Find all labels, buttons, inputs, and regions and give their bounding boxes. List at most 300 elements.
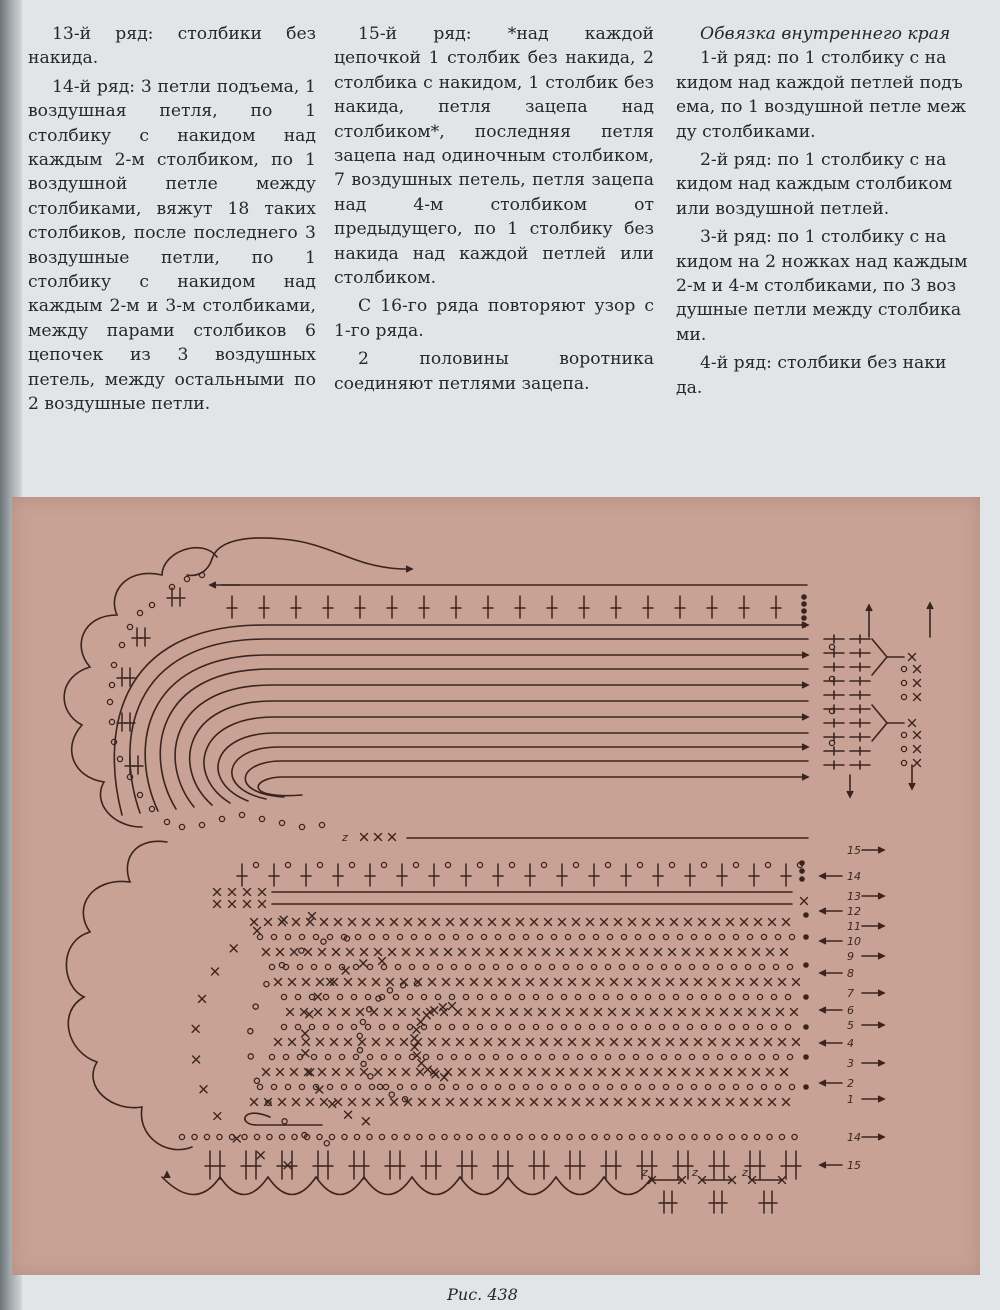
arrow-icon — [878, 990, 884, 996]
chain-stitch-symbol — [351, 994, 356, 999]
outer-scallop-edge — [64, 548, 217, 827]
decrease-symbol: z — [692, 1166, 698, 1179]
chain-stitch-symbol — [661, 964, 666, 969]
chain-stitch-symbol — [395, 964, 400, 969]
chain-stitch-symbol — [253, 862, 258, 867]
decrease-symbol: z — [742, 1166, 748, 1179]
chain-stitch-symbol — [435, 1024, 440, 1029]
arrow-icon — [878, 1134, 884, 1140]
text-column-1 — [28, 22, 316, 417]
chain-stitch-symbol — [353, 1054, 358, 1059]
arrow-icon — [820, 873, 826, 879]
chain-stitch-symbol — [901, 732, 906, 737]
chain-stitch-symbol — [605, 964, 610, 969]
chain-stitch-symbol — [127, 624, 132, 629]
row-curve-line — [204, 717, 808, 803]
chain-stitch-symbol — [423, 964, 428, 969]
chain-stitch-symbol — [717, 1054, 722, 1059]
chain-stitch-symbol — [325, 1054, 330, 1059]
chain-stitch-symbol — [635, 934, 640, 939]
chain-stitch-symbol — [323, 994, 328, 999]
chain-stitch-symbol — [299, 948, 304, 953]
slip-stitch-symbol — [803, 1054, 809, 1060]
chain-stitch-symbol — [299, 824, 304, 829]
row-number-label: 15 — [847, 1159, 861, 1172]
chain-stitch-symbol — [533, 994, 538, 999]
chain-stitch-symbol — [659, 994, 664, 999]
chain-stitch-symbol — [383, 934, 388, 939]
chain-stitch-symbol — [729, 1024, 734, 1029]
chain-stitch-symbol — [282, 1119, 287, 1124]
chain-stitch-symbol — [219, 816, 224, 821]
chain-stitch-symbol — [271, 1084, 276, 1089]
chain-stitch-symbol — [521, 964, 526, 969]
arrow-icon — [820, 1007, 826, 1013]
chain-stitch-symbol — [629, 1134, 634, 1139]
chain-stitch-symbol — [663, 934, 668, 939]
chain-stitch-symbol — [754, 1134, 759, 1139]
chain-stitch-symbol — [745, 964, 750, 969]
chain-stitch-symbol — [199, 822, 204, 827]
instruction-line: кидом на 2 ножках над каждым — [676, 251, 968, 272]
chain-stitch-symbol — [521, 1054, 526, 1059]
chain-stitch-symbol — [311, 964, 316, 969]
chain-stitch-symbol — [687, 994, 692, 999]
chain-stitch-symbol — [605, 1054, 610, 1059]
chain-stitch-symbol — [759, 1054, 764, 1059]
chain-stitch-symbol — [775, 1084, 780, 1089]
chain-stitch-symbol — [787, 1054, 792, 1059]
chain-stitch-symbol — [621, 934, 626, 939]
chain-stitch-symbol — [254, 1078, 259, 1083]
chain-stitch-symbol — [493, 964, 498, 969]
chain-stitch-symbol — [733, 862, 738, 867]
chain-stitch-symbol — [829, 740, 834, 745]
chain-stitch-symbol — [743, 1024, 748, 1029]
chain-stitch-symbol — [591, 964, 596, 969]
chain-stitch-symbol — [481, 1084, 486, 1089]
arrow-icon — [210, 582, 216, 588]
chain-stitch-symbol — [367, 1054, 372, 1059]
chain-stitch-symbol — [593, 1084, 598, 1089]
chain-stitch-symbol — [717, 964, 722, 969]
chain-stitch-symbol — [505, 1024, 510, 1029]
row-number-label: 12 — [847, 905, 861, 918]
arrow-icon — [406, 566, 412, 572]
chain-stitch-symbol — [292, 1134, 297, 1139]
slip-stitch-symbol — [799, 876, 805, 882]
chain-stitch-symbol — [279, 1134, 284, 1139]
chain-stitch-symbol — [495, 934, 500, 939]
chain-stitch-symbol — [257, 934, 262, 939]
instruction-line: 3-й ряд: по 1 столбику с на — [700, 227, 947, 248]
instruction-line: да. — [676, 377, 703, 398]
instruction-line: 2-й ряд: по 1 столбику с на — [700, 150, 947, 171]
chain-stitch-symbol — [311, 1054, 316, 1059]
chain-stitch-symbol — [477, 1024, 482, 1029]
chain-stitch-symbol — [239, 812, 244, 817]
chain-stitch-symbol — [279, 820, 284, 825]
slip-stitch-symbol — [799, 860, 805, 866]
chain-stitch-symbol — [149, 602, 154, 607]
chain-stitch-symbol — [704, 1134, 709, 1139]
chain-stitch-symbol — [477, 994, 482, 999]
arrow-icon — [164, 1172, 170, 1178]
chain-stitch-symbol — [785, 994, 790, 999]
chain-stitch-symbol — [551, 1084, 556, 1089]
instruction-line: 1-й ряд: по 1 столбику с на — [700, 48, 947, 69]
slip-stitch-symbol — [801, 608, 807, 614]
chain-stitch-symbol — [327, 934, 332, 939]
chain-stitch-symbol — [691, 1084, 696, 1089]
chain-stitch-symbol — [773, 964, 778, 969]
chain-stitch-symbol — [381, 862, 386, 867]
row-number-label: 6 — [847, 1004, 854, 1017]
chain-stitch-symbol — [565, 1084, 570, 1089]
chain-stitch-symbol — [765, 862, 770, 867]
chain-stitch-symbol — [454, 1134, 459, 1139]
row-number-label: 10 — [847, 935, 861, 948]
chain-stitch-symbol — [354, 1134, 359, 1139]
chain-stitch-symbol — [264, 982, 269, 987]
chain-stitch-symbol — [271, 934, 276, 939]
arrow-icon — [802, 714, 808, 720]
chain-stitch-symbol — [137, 610, 142, 615]
chain-stitch-symbol — [705, 1084, 710, 1089]
chain-stitch-symbol — [565, 934, 570, 939]
chain-stitch-symbol — [295, 994, 300, 999]
chain-stitch-symbol — [299, 934, 304, 939]
chain-stitch-symbol — [397, 1084, 402, 1089]
chain-stitch-symbol — [353, 964, 358, 969]
chain-stitch-symbol — [411, 1084, 416, 1089]
chain-stitch-symbol — [463, 994, 468, 999]
chain-stitch-symbol — [324, 1141, 329, 1146]
arrow-icon — [820, 908, 826, 914]
edge-fan — [872, 639, 887, 675]
chain-stitch-symbol — [771, 994, 776, 999]
chain-stitch-symbol — [631, 994, 636, 999]
chain-stitch-symbol — [465, 964, 470, 969]
row-number-label: 13 — [847, 890, 861, 903]
chain-stitch-symbol — [111, 739, 116, 744]
chain-stitch-symbol — [757, 994, 762, 999]
chain-stitch-symbol — [505, 994, 510, 999]
chain-stitch-symbol — [192, 1134, 197, 1139]
chain-stitch-symbol — [365, 994, 370, 999]
slip-stitch-symbol — [799, 868, 805, 874]
chain-stitch-symbol — [349, 862, 354, 867]
chain-stitch-symbol — [579, 934, 584, 939]
row-curve-line — [245, 761, 808, 797]
chain-stitch-symbol — [701, 1024, 706, 1029]
chain-stitch-symbol — [637, 862, 642, 867]
chain-stitch-symbol — [563, 1054, 568, 1059]
chain-stitch-symbol — [705, 934, 710, 939]
chain-stitch-symbol — [673, 1024, 678, 1029]
chain-stitch-symbol — [257, 1084, 262, 1089]
chain-stitch-symbol — [381, 1054, 386, 1059]
chain-stitch-symbol — [775, 934, 780, 939]
chain-stitch-symbol — [425, 934, 430, 939]
paragraph-row-13: 13-й ряд: столбики без накида. — [28, 24, 316, 69]
chain-stitch-symbol — [467, 1084, 472, 1089]
slip-stitch-symbol — [803, 962, 809, 968]
chain-stitch-symbol — [217, 1134, 222, 1139]
chain-stitch-symbol — [549, 1054, 554, 1059]
chain-stitch-symbol — [504, 1134, 509, 1139]
chain-stitch-symbol — [647, 964, 652, 969]
chain-stitch-symbol — [317, 1134, 322, 1139]
chain-stitch-symbol — [554, 1134, 559, 1139]
chain-stitch-symbol — [535, 964, 540, 969]
chain-stitch-symbol — [523, 934, 528, 939]
chain-stitch-symbol — [761, 1084, 766, 1089]
chain-stitch-symbol — [771, 1024, 776, 1029]
row-curve-line — [258, 777, 808, 796]
arrow-icon — [866, 605, 872, 611]
chain-stitch-symbol — [742, 1134, 747, 1139]
chain-stitch-symbol — [592, 1134, 597, 1139]
chain-stitch-symbol — [631, 1024, 636, 1029]
slip-stitch-symbol — [803, 934, 809, 940]
chain-stitch-symbol — [635, 1084, 640, 1089]
chain-stitch-symbol — [297, 964, 302, 969]
chain-stitch-symbol — [509, 1084, 514, 1089]
chain-stitch-symbol — [551, 934, 556, 939]
chain-stitch-symbol — [437, 1054, 442, 1059]
instruction-line: ема, по 1 воздушной петле меж — [676, 97, 967, 118]
row-number-label: 2 — [847, 1077, 854, 1090]
chain-stitch-symbol — [547, 994, 552, 999]
chain-stitch-symbol — [463, 1024, 468, 1029]
chain-stitch-symbol — [659, 1024, 664, 1029]
arrow-icon — [820, 1040, 826, 1046]
chain-stitch-symbol — [729, 994, 734, 999]
arrow-icon — [878, 893, 884, 899]
chain-stitch-symbol — [439, 934, 444, 939]
chain-stitch-symbol — [119, 642, 124, 647]
chain-stitch-symbol — [677, 1084, 682, 1089]
chain-stitch-symbol — [593, 934, 598, 939]
chain-stitch-symbol — [439, 1084, 444, 1089]
chain-stitch-symbol — [579, 1084, 584, 1089]
chain-stitch-symbol — [535, 1054, 540, 1059]
chain-stitch-symbol — [654, 1134, 659, 1139]
arrow-icon — [820, 938, 826, 944]
instruction-line: душные петли между столбика — [676, 300, 962, 321]
chain-stitch-symbol — [445, 862, 450, 867]
chain-stitch-symbol — [633, 1054, 638, 1059]
chain-stitch-symbol — [437, 964, 442, 969]
chain-stitch-symbol — [309, 1024, 314, 1029]
chain-stitch-symbol — [285, 934, 290, 939]
chain-stitch-symbol — [477, 862, 482, 867]
chain-stitch-symbol — [429, 1134, 434, 1139]
row-number-label: 9 — [847, 950, 854, 963]
text-column-3 — [676, 22, 1000, 400]
chain-stitch-symbol — [465, 1054, 470, 1059]
paragraph-join: 2 половины воротника соединяют петлями зацепа. — [334, 349, 654, 394]
chain-stitch-symbol — [283, 1054, 288, 1059]
chain-stitch-symbol — [321, 939, 326, 944]
chain-stitch-symbol — [901, 694, 906, 699]
chain-stitch-symbol — [393, 1024, 398, 1029]
row-curve-line — [175, 685, 808, 807]
chain-stitch-symbol — [561, 1024, 566, 1029]
inner-edge-instructions — [676, 46, 1000, 400]
chain-stitch-symbol — [309, 994, 314, 999]
decrease-symbol: z — [342, 831, 348, 844]
chain-stitch-symbol — [453, 934, 458, 939]
instruction-line: 4-й ряд: столбики без наки — [700, 353, 947, 374]
chain-stitch-symbol — [259, 816, 264, 821]
chain-stitch-symbol — [248, 1029, 253, 1034]
chain-stitch-symbol — [703, 964, 708, 969]
chain-stitch-symbol — [745, 1054, 750, 1059]
chain-stitch-symbol — [901, 760, 906, 765]
chain-stitch-symbol — [563, 964, 568, 969]
chain-stitch-symbol — [397, 934, 402, 939]
chain-stitch-symbol — [451, 1054, 456, 1059]
row-curve-line — [160, 669, 808, 809]
chain-stitch-symbol — [529, 1134, 534, 1139]
arrow-icon — [802, 652, 808, 658]
chain-stitch-symbol — [369, 934, 374, 939]
chain-stitch-symbol — [357, 1033, 362, 1038]
chain-stitch-symbol — [759, 964, 764, 969]
instruction-line: или воздушной петлей. — [676, 198, 890, 219]
arrow-icon — [878, 1096, 884, 1102]
slip-stitch-symbol — [801, 594, 807, 600]
chain-stitch-symbol — [687, 1024, 692, 1029]
paragraph-repeat: С 16-го ряда повторяют узор с 1-го ряда. — [334, 296, 654, 341]
chain-stitch-symbol — [329, 1134, 334, 1139]
chain-stitch-symbol — [607, 934, 612, 939]
chain-stitch-symbol — [479, 1134, 484, 1139]
chain-stitch-symbol — [603, 994, 608, 999]
chain-stitch-symbol — [667, 1134, 672, 1139]
row-number-label: 14 — [847, 1131, 861, 1144]
chain-stitch-symbol — [111, 662, 116, 667]
chain-stitch-symbol — [619, 1054, 624, 1059]
chain-stitch-symbol — [367, 1134, 372, 1139]
chain-stitch-symbol — [509, 862, 514, 867]
chain-stitch-symbol — [467, 1134, 472, 1139]
chain-stitch-symbol — [423, 1054, 428, 1059]
chain-stitch-symbol — [573, 862, 578, 867]
chain-stitch-symbol — [729, 1134, 734, 1139]
chain-stitch-symbol — [295, 1024, 300, 1029]
section-heading-inner-edge: Обвязка внутреннего края — [700, 24, 951, 44]
chain-stitch-symbol — [368, 1074, 373, 1079]
chain-stitch-symbol — [575, 1024, 580, 1029]
chain-stitch-symbol — [285, 862, 290, 867]
chain-stitch-symbol — [365, 1024, 370, 1029]
chain-stitch-symbol — [767, 1134, 772, 1139]
chain-stitch-symbol — [715, 1024, 720, 1029]
slip-stitch-symbol — [803, 1024, 809, 1030]
crochet-diagram — [12, 497, 980, 1275]
chain-stitch-symbol — [379, 1024, 384, 1029]
row-curve-line — [114, 625, 808, 815]
chain-stitch-symbol — [731, 964, 736, 969]
chain-stitch-symbol — [647, 1054, 652, 1059]
chain-stitch-symbol — [785, 1024, 790, 1029]
chain-stitch-symbol — [617, 1134, 622, 1139]
slip-stitch-symbol — [803, 1084, 809, 1090]
chain-stitch-symbol — [383, 1084, 388, 1089]
row-curve-line — [130, 639, 808, 813]
chain-stitch-symbol — [689, 1054, 694, 1059]
chain-stitch-symbol — [673, 994, 678, 999]
chain-stitch-symbol — [493, 1054, 498, 1059]
chain-stitch-symbol — [281, 994, 286, 999]
chain-stitch-symbol — [369, 1084, 374, 1089]
chain-stitch-symbol — [453, 1084, 458, 1089]
instruction-line: 2-м и 4-м столбиками, по 3 воз — [676, 276, 957, 297]
arrow-icon — [820, 1080, 826, 1086]
chain-stitch-symbol — [357, 1048, 362, 1053]
chain-stitch-symbol — [779, 1134, 784, 1139]
arrow-icon — [820, 1162, 826, 1168]
slip-stitch-symbol — [801, 615, 807, 621]
slip-stitch-symbol — [801, 601, 807, 607]
arrow-icon — [878, 923, 884, 929]
arrow-icon — [847, 791, 853, 797]
row-number-label: 4 — [847, 1037, 854, 1050]
chain-stitch-symbol — [319, 822, 324, 827]
arrow-icon — [878, 847, 884, 853]
chain-stitch-symbol — [541, 862, 546, 867]
chain-stitch-symbol — [579, 1134, 584, 1139]
chain-stitch-symbol — [411, 934, 416, 939]
paragraph-row-14: 14-й ряд: 3 петли подъема, 1 воздушная петля, по 1 столбику с накидом над каждым 2-м столбиком, по 1 воздушной петле между столбиками, вяжут 18 таких столбиков, после последнего 3 воздушные петли, по 1 столбику с накидом над каждым 2-м и 3-м столбиками, между парами столбиков 6 цепочек из 3 воздушных петель, между остальными по 2 воздушные петли. — [28, 76, 316, 415]
edge-fan — [872, 705, 887, 741]
chain-stitch-symbol — [479, 964, 484, 969]
chain-stitch-symbol — [327, 1084, 332, 1089]
arrow-icon — [802, 622, 808, 628]
chain-stitch-symbol — [507, 1054, 512, 1059]
chain-stitch-symbol — [285, 1084, 290, 1089]
chain-stitch-symbol — [633, 964, 638, 969]
row-number-label: 1 — [847, 1093, 854, 1106]
chain-stitch-symbol — [435, 994, 440, 999]
chain-stitch-symbol — [361, 1061, 366, 1066]
chain-stitch-symbol — [675, 1054, 680, 1059]
chain-stitch-symbol — [537, 934, 542, 939]
chain-stitch-symbol — [253, 1004, 258, 1009]
curl-arrow-path — [212, 538, 412, 569]
chain-stitch-symbol — [491, 994, 496, 999]
chain-stitch-symbol — [355, 934, 360, 939]
chain-stitch-symbol — [757, 1024, 762, 1029]
chain-stitch-symbol — [117, 756, 122, 761]
chain-stitch-symbol — [617, 994, 622, 999]
chain-stitch-symbol — [381, 964, 386, 969]
chain-stitch-symbol — [589, 994, 594, 999]
row-number-label: 5 — [847, 1019, 854, 1032]
chain-stitch-symbol — [425, 1084, 430, 1089]
chain-stitch-symbol — [248, 1054, 253, 1059]
chain-stitch-symbol — [661, 1054, 666, 1059]
chain-stitch-symbol — [743, 994, 748, 999]
chain-stitch-symbol — [747, 934, 752, 939]
chain-stitch-symbol — [719, 1084, 724, 1089]
row-curve-line — [232, 747, 808, 799]
chain-stitch-symbol — [421, 994, 426, 999]
chain-stitch-symbol — [481, 934, 486, 939]
